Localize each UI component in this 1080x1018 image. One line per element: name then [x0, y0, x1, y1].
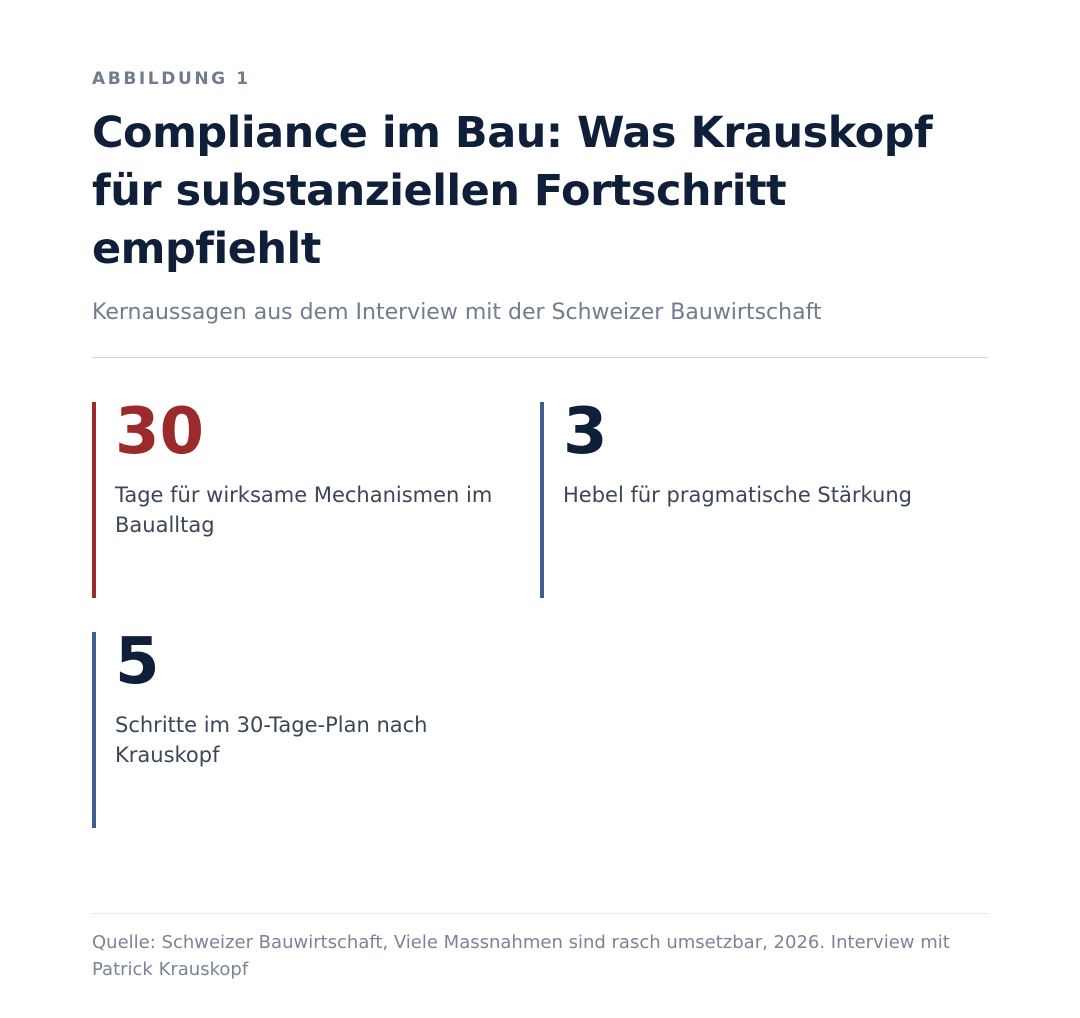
- stat-card: [92, 395, 512, 598]
- stat-label: Tage für wirksame Mechanismen im Baualltag: [115, 483, 493, 537]
- figure-card: [92, 0, 988, 1018]
- figure-title: Compliance im Bau: Was Krauskopf für substanziellen Fortschritt empfiehlt: [92, 108, 933, 274]
- stat-accent-bar: [92, 402, 96, 598]
- bottom-divider: [92, 913, 988, 914]
- source-note: Quelle: Schweizer Bauwirtschaft, Viele Massnahmen sind rasch umsetzbar, 2026. Interview mit Patrick Krauskopf: [92, 932, 950, 980]
- top-divider: [92, 357, 988, 358]
- stat-value: 5: [115, 625, 160, 699]
- figure-eyebrow: ABBILDUNG 1: [92, 69, 251, 89]
- stat-label: Schritte im 30-Tage-Plan nach Krauskopf: [115, 713, 428, 767]
- stat-accent-bar: [540, 402, 544, 598]
- stat-card: [540, 395, 960, 598]
- stat-label: Hebel für pragmatische Stärkung: [563, 483, 912, 507]
- figure-subtitle: Kernaussagen aus dem Interview mit der Schweizer Bauwirtschaft: [92, 300, 822, 325]
- stat-accent-bar: [92, 632, 96, 828]
- stat-value: 30: [115, 395, 205, 469]
- stat-card: [92, 625, 512, 828]
- stat-value: 3: [563, 395, 608, 469]
